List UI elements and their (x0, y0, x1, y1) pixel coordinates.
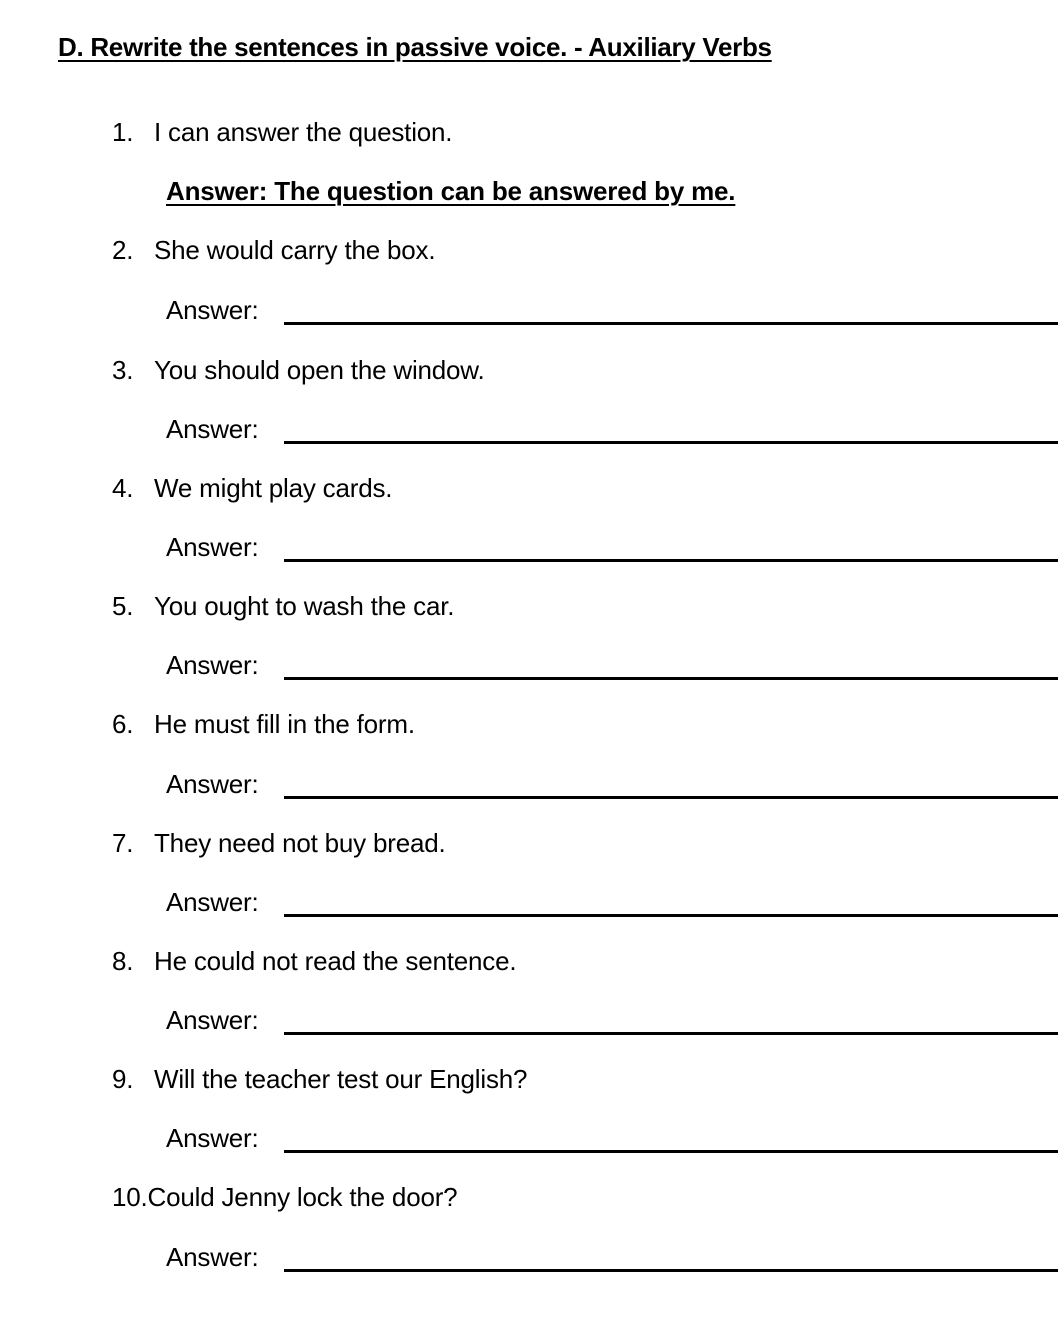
question-item (112, 235, 435, 266)
question-item (112, 473, 392, 504)
answer-line[interactable] (284, 1269, 1058, 1272)
answer-line[interactable] (284, 796, 1058, 799)
question-number: 9. (112, 1064, 134, 1094)
question-text: We might play cards. (154, 473, 393, 503)
answer-label: Answer: (166, 1242, 259, 1272)
answer-line[interactable] (284, 559, 1058, 562)
question-text: He could not read the sentence. (154, 946, 517, 976)
question-number: 10. (112, 1182, 148, 1212)
answer-label: Answer: (166, 887, 259, 917)
question-text: She would carry the box. (154, 235, 436, 265)
answer-line[interactable] (284, 322, 1058, 325)
answer-line[interactable] (284, 1032, 1058, 1035)
question-text: Will the teacher test our English? (154, 1064, 528, 1094)
question-number: 1. (112, 117, 134, 147)
question-item (112, 355, 484, 386)
answer-label: Answer: (166, 1123, 259, 1153)
question-item (112, 709, 415, 740)
answer-line[interactable] (284, 441, 1058, 444)
question-text: I can answer the question. (154, 117, 453, 147)
answer-label: Answer: (166, 650, 259, 680)
answer-line[interactable] (284, 677, 1058, 680)
question-text: You should open the window. (154, 355, 485, 385)
answer-label: Answer: (166, 295, 259, 325)
question-text: You ought to wash the car. (154, 591, 455, 621)
question-item (112, 828, 446, 859)
question-number: 2. (112, 235, 134, 265)
answer-label: Answer: (166, 414, 259, 444)
question-item (112, 1064, 527, 1095)
question-text: He must fill in the form. (154, 709, 415, 739)
question-number: 6. (112, 709, 134, 739)
question-number: 4. (112, 473, 134, 503)
question-number: 7. (112, 828, 134, 858)
question-number: 3. (112, 355, 134, 385)
answer-label: Answer: (166, 532, 259, 562)
sample-answer: Answer: The question can be answered by me. (166, 176, 736, 206)
answer-line[interactable] (284, 914, 1058, 917)
question-item (112, 946, 516, 977)
question-number: 8. (112, 946, 134, 976)
question-number: 5. (112, 591, 134, 621)
question-text: They need not buy bread. (154, 828, 446, 858)
question-item (112, 1182, 457, 1213)
question-text: Could Jenny lock the door? (147, 1182, 458, 1212)
question-item (112, 117, 452, 148)
question-item (112, 591, 454, 622)
answer-label: Answer: (166, 769, 259, 799)
worksheet-title: D. Rewrite the sentences in passive voice. - Auxiliary Verbs (58, 32, 772, 62)
answer-label: Answer: (166, 1005, 259, 1035)
answer-line[interactable] (284, 1150, 1058, 1153)
